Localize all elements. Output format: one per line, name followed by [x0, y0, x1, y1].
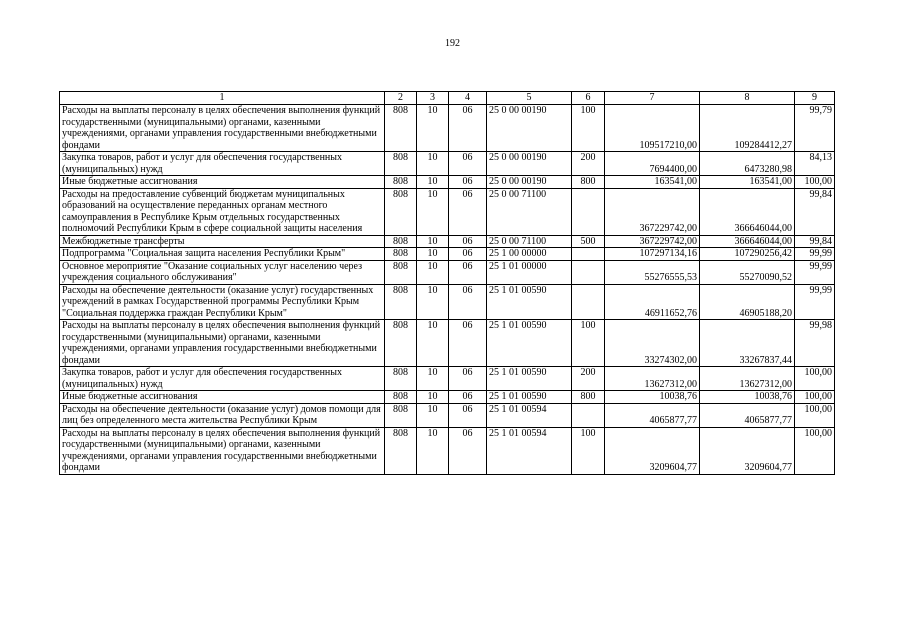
cell-target-code: 25 1 01 00590 [487, 320, 572, 367]
cell-percent: 99,98 [795, 320, 835, 367]
table-row [60, 152, 835, 176]
cell-rz: 10 [417, 403, 449, 427]
cell-percent: 99,84 [795, 188, 835, 235]
table-row [60, 235, 835, 248]
cell-gr: 808 [385, 284, 417, 320]
cell-actual: 109284412,27 [700, 105, 795, 152]
cell-percent: 100,00 [795, 403, 835, 427]
cell-expense-type [572, 403, 605, 427]
cell-gr: 808 [385, 367, 417, 391]
column-header: 2 [385, 92, 417, 105]
cell-gr: 808 [385, 391, 417, 404]
cell-planned: 13627312,00 [605, 367, 700, 391]
cell-rz: 10 [417, 235, 449, 248]
cell-gr: 808 [385, 248, 417, 261]
cell-planned: 109517210,00 [605, 105, 700, 152]
cell-percent: 99,99 [795, 260, 835, 284]
cell-planned: 367229742,00 [605, 188, 700, 235]
cell-actual: 10038,76 [700, 391, 795, 404]
cell-percent: 100,00 [795, 176, 835, 189]
cell-percent: 84,13 [795, 152, 835, 176]
table-row [60, 391, 835, 404]
cell-rz: 10 [417, 391, 449, 404]
cell-name: Основное мероприятие "Оказание социальных услуг населению через учреждения социального обслуживания" [60, 260, 385, 284]
table-row [60, 427, 835, 474]
cell-target-code: 25 1 01 00590 [487, 284, 572, 320]
cell-pr: 06 [449, 235, 487, 248]
cell-planned: 107297134,16 [605, 248, 700, 261]
cell-planned: 4065877,77 [605, 403, 700, 427]
table-row [60, 260, 835, 284]
cell-expense-type [572, 284, 605, 320]
cell-expense-type: 500 [572, 235, 605, 248]
table-row [60, 367, 835, 391]
cell-target-code: 25 1 01 00590 [487, 367, 572, 391]
cell-pr: 06 [449, 427, 487, 474]
cell-percent: 99,79 [795, 105, 835, 152]
cell-percent: 100,00 [795, 427, 835, 474]
cell-gr: 808 [385, 260, 417, 284]
cell-gr: 808 [385, 152, 417, 176]
cell-rz: 10 [417, 284, 449, 320]
cell-name: Закупка товаров, работ и услуг для обеспечения государственных (муниципальных) нужд [60, 152, 385, 176]
cell-name: Расходы на предоставление субвенций бюджетам муниципальных образований на осуществление переданных органам местного самоуправления в Республике Крым отдельных государственных полномочий Республики Крым в сфере социальной защиты населения [60, 188, 385, 235]
cell-expense-type [572, 260, 605, 284]
cell-actual: 55270090,52 [700, 260, 795, 284]
cell-actual: 366646044,00 [700, 188, 795, 235]
cell-actual: 4065877,77 [700, 403, 795, 427]
cell-planned: 55276555,53 [605, 260, 700, 284]
cell-actual: 46905188,20 [700, 284, 795, 320]
cell-planned: 33274302,00 [605, 320, 700, 367]
cell-rz: 10 [417, 367, 449, 391]
cell-expense-type: 800 [572, 176, 605, 189]
column-header: 9 [795, 92, 835, 105]
column-header: 4 [449, 92, 487, 105]
cell-planned: 163541,00 [605, 176, 700, 189]
cell-expense-type: 100 [572, 427, 605, 474]
cell-rz: 10 [417, 176, 449, 189]
cell-planned: 3209604,77 [605, 427, 700, 474]
cell-target-code: 25 0 00 00190 [487, 152, 572, 176]
cell-target-code: 25 0 00 71100 [487, 235, 572, 248]
cell-actual: 13627312,00 [700, 367, 795, 391]
cell-planned: 10038,76 [605, 391, 700, 404]
table-row [60, 403, 835, 427]
table-row [60, 248, 835, 261]
column-header: 6 [572, 92, 605, 105]
cell-target-code: 25 1 01 00000 [487, 260, 572, 284]
cell-pr: 06 [449, 248, 487, 261]
cell-percent: 99,99 [795, 284, 835, 320]
cell-rz: 10 [417, 427, 449, 474]
cell-actual: 3209604,77 [700, 427, 795, 474]
cell-planned: 7694400,00 [605, 152, 700, 176]
cell-name: Расходы на выплаты персоналу в целях обеспечения выполнения функций государственными (муниципальными) органами, казенными учреждениями, органами управления государственными внебюджетными фондами [60, 105, 385, 152]
cell-pr: 06 [449, 403, 487, 427]
table-row [60, 105, 835, 152]
cell-expense-type: 100 [572, 320, 605, 367]
column-header: 1 [60, 92, 385, 105]
cell-name: Межбюджетные трансферты [60, 235, 385, 248]
budget-table [59, 91, 835, 475]
page-number: 192 [445, 38, 460, 49]
cell-pr: 06 [449, 320, 487, 367]
cell-name: Подпрограмма "Социальная защита населения Республики Крым" [60, 248, 385, 261]
cell-gr: 808 [385, 403, 417, 427]
cell-planned: 46911652,76 [605, 284, 700, 320]
cell-target-code: 25 1 00 00000 [487, 248, 572, 261]
cell-expense-type: 200 [572, 367, 605, 391]
cell-planned: 367229742,00 [605, 235, 700, 248]
cell-actual: 6473280,98 [700, 152, 795, 176]
cell-pr: 06 [449, 260, 487, 284]
cell-actual: 366646044,00 [700, 235, 795, 248]
table-row [60, 284, 835, 320]
cell-name: Расходы на выплаты персоналу в целях обеспечения выполнения функций государственными (муниципальными) органами, казенными учреждениями, органами управления государственными внебюджетными фондами [60, 427, 385, 474]
cell-expense-type: 800 [572, 391, 605, 404]
cell-rz: 10 [417, 188, 449, 235]
cell-gr: 808 [385, 105, 417, 152]
table-row [60, 320, 835, 367]
cell-rz: 10 [417, 320, 449, 367]
table-row [60, 188, 835, 235]
cell-pr: 06 [449, 152, 487, 176]
cell-percent: 100,00 [795, 391, 835, 404]
cell-target-code: 25 1 01 00594 [487, 403, 572, 427]
cell-expense-type: 200 [572, 152, 605, 176]
cell-expense-type [572, 188, 605, 235]
cell-gr: 808 [385, 320, 417, 367]
cell-gr: 808 [385, 188, 417, 235]
cell-gr: 808 [385, 235, 417, 248]
cell-gr: 808 [385, 176, 417, 189]
cell-pr: 06 [449, 391, 487, 404]
table-row [60, 176, 835, 189]
cell-rz: 10 [417, 260, 449, 284]
cell-target-code: 25 0 00 71100 [487, 188, 572, 235]
cell-percent: 99,99 [795, 248, 835, 261]
cell-pr: 06 [449, 284, 487, 320]
column-header: 8 [700, 92, 795, 105]
column-header: 7 [605, 92, 700, 105]
header-row [60, 92, 835, 105]
cell-actual: 163541,00 [700, 176, 795, 189]
cell-target-code: 25 0 00 00190 [487, 105, 572, 152]
cell-name: Закупка товаров, работ и услуг для обеспечения государственных (муниципальных) нужд [60, 367, 385, 391]
cell-expense-type [572, 248, 605, 261]
cell-name: Иные бюджетные ассигнования [60, 176, 385, 189]
cell-name: Расходы на обеспечение деятельности (оказание услуг) домов помощи для лиц без определенного места жительства Республики Крым [60, 403, 385, 427]
cell-pr: 06 [449, 176, 487, 189]
cell-target-code: 25 0 00 00190 [487, 176, 572, 189]
cell-target-code: 25 1 01 00594 [487, 427, 572, 474]
cell-pr: 06 [449, 105, 487, 152]
cell-rz: 10 [417, 152, 449, 176]
column-header: 5 [487, 92, 572, 105]
cell-actual: 107290256,42 [700, 248, 795, 261]
cell-rz: 10 [417, 105, 449, 152]
cell-pr: 06 [449, 188, 487, 235]
cell-expense-type: 100 [572, 105, 605, 152]
column-header: 3 [417, 92, 449, 105]
cell-name: Иные бюджетные ассигнования [60, 391, 385, 404]
cell-target-code: 25 1 01 00590 [487, 391, 572, 404]
cell-percent: 100,00 [795, 367, 835, 391]
cell-actual: 33267837,44 [700, 320, 795, 367]
cell-rz: 10 [417, 248, 449, 261]
cell-percent: 99,84 [795, 235, 835, 248]
cell-pr: 06 [449, 367, 487, 391]
cell-gr: 808 [385, 427, 417, 474]
cell-name: Расходы на выплаты персоналу в целях обеспечения выполнения функций государственными (муниципальными) органами, казенными учреждениями, органами управления государственными внебюджетными фондами [60, 320, 385, 367]
cell-name: Расходы на обеспечение деятельности (оказание услуг) государственных учреждений в рамках Государственной программы Республики Крым "Социальная поддержка граждан Республики Крым" [60, 284, 385, 320]
